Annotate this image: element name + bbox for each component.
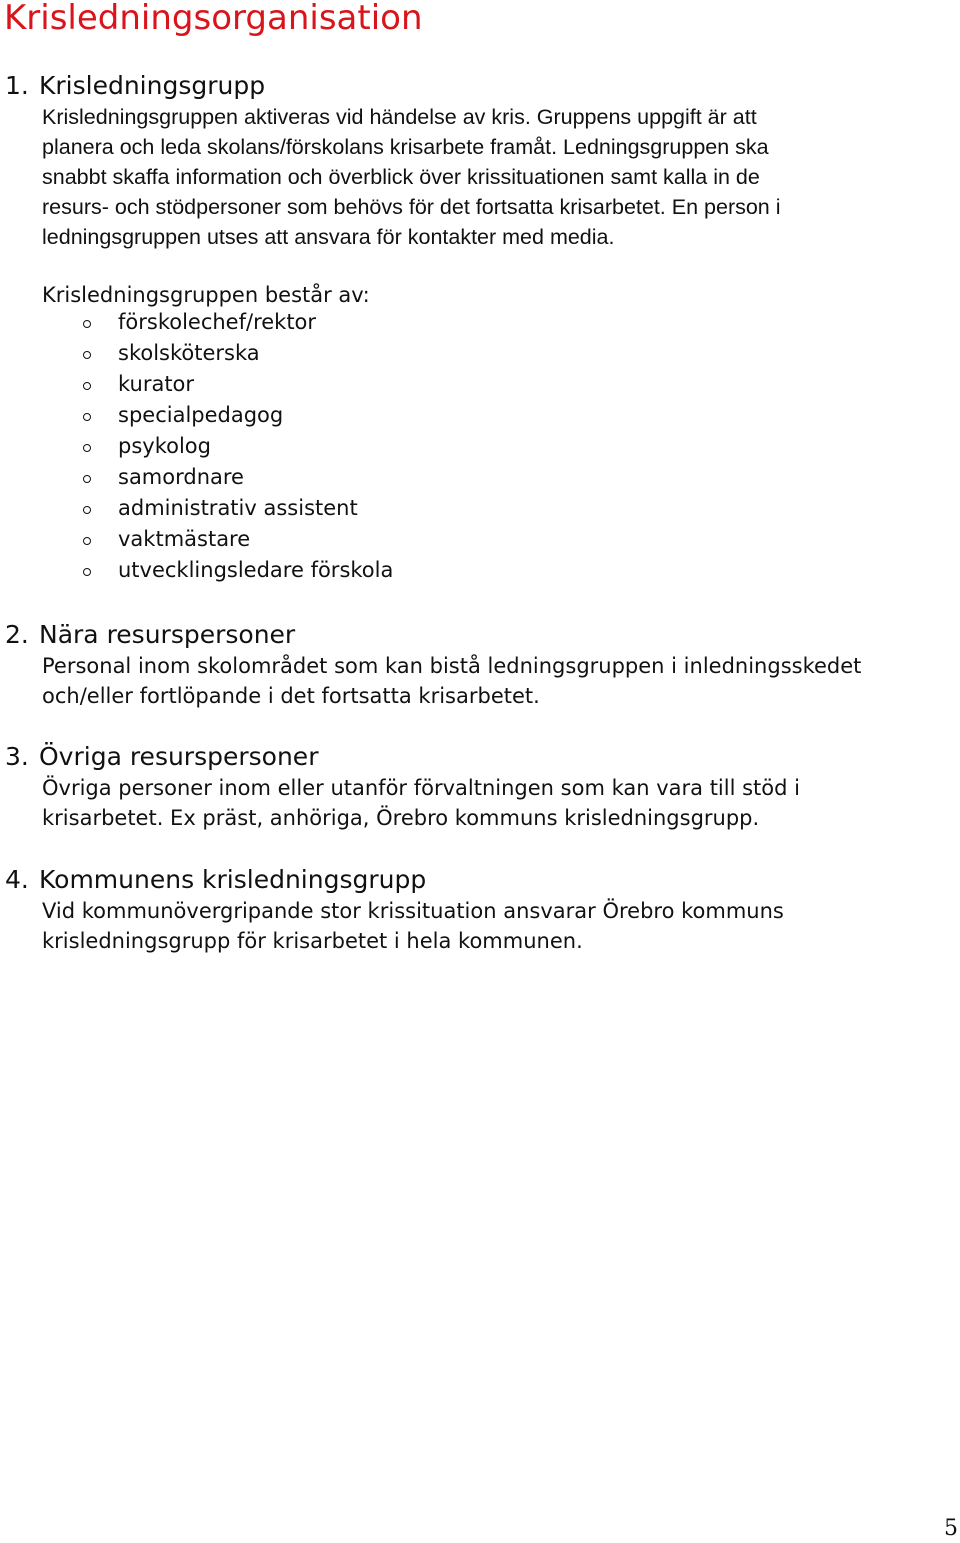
section-heading [5, 619, 295, 651]
paragraph-line: krisarbetet. Ex präst, anhöriga, Örebro kommuns krisledningsgrupp. [42, 806, 760, 830]
bullet-icon [83, 320, 91, 328]
section-heading [5, 864, 426, 896]
member-role: vaktmästare [118, 527, 251, 551]
member-role: samordnare [118, 465, 244, 489]
paragraph-line: och/eller fortlöpande i det fortsatta krisarbetet. [42, 684, 540, 708]
section-paragraph [42, 102, 781, 252]
section-number: 1. [5, 71, 29, 100]
member-role: skolsköterska [118, 341, 260, 365]
bullet-icon [83, 568, 91, 576]
page-number: 5 [944, 1516, 958, 1541]
paragraph-line: ledningsgruppen utses att ansvara för kontakter med media. [42, 225, 615, 249]
paragraph-line: Övriga personer inom eller utanför förvaltningen som kan vara till stöd i [42, 776, 800, 800]
paragraph-line: planera och leda skolans/förskolans krisarbete framåt. Ledningsgruppen ska [42, 135, 769, 159]
section-paragraph [42, 773, 800, 833]
member-role: administrativ assistent [118, 496, 358, 520]
section-heading-text: Nära resurspersoner [39, 620, 296, 649]
member-role: utvecklingsledare förskola [118, 558, 394, 582]
paragraph-line: Personal inom skolområdet som kan bistå ledningsgruppen i inledningsskedet [42, 654, 862, 678]
section-heading-text: Kommunens krisledningsgrupp [39, 865, 427, 894]
member-role: förskolechef/rektor [118, 310, 317, 334]
bullet-icon [83, 444, 91, 452]
section-paragraph [42, 896, 784, 956]
members-intro: Krisledningsgruppen består av: [42, 283, 370, 307]
section-number: 2. [5, 620, 29, 649]
bullet-icon [83, 537, 91, 545]
section-heading-text: Övriga resurspersoner [39, 742, 319, 771]
member-role: kurator [118, 372, 195, 396]
bullet-icon [83, 413, 91, 421]
bullet-icon [83, 475, 91, 483]
page-title: Krisledningsorganisation [4, 0, 423, 38]
section-paragraph [42, 651, 861, 711]
paragraph-line: krisledningsgrupp för krisarbetet i hela kommunen. [42, 929, 583, 953]
paragraph-line: snabbt skaffa information och överblick över krissituationen samt kalla in de [42, 165, 760, 189]
paragraph-line: Vid kommunövergripande stor krissituation ansvarar Örebro kommuns [42, 899, 784, 923]
member-role: psykolog [118, 434, 211, 458]
section-number: 4. [5, 865, 29, 894]
bullet-icon [83, 382, 91, 390]
member-role: specialpedagog [118, 403, 284, 427]
paragraph-line: Krisledningsgruppen aktiveras vid händelse av kris. Gruppens uppgift är att [42, 105, 757, 129]
bullet-icon [83, 351, 91, 359]
section-heading [5, 70, 265, 102]
section-number: 3. [5, 742, 29, 771]
section-heading-text: Krisledningsgrupp [39, 71, 266, 100]
bullet-icon [83, 506, 91, 514]
section-heading [5, 741, 318, 773]
paragraph-line: resurs- och stödpersoner som behövs för det fortsatta krisarbetet. En person i [42, 195, 781, 219]
